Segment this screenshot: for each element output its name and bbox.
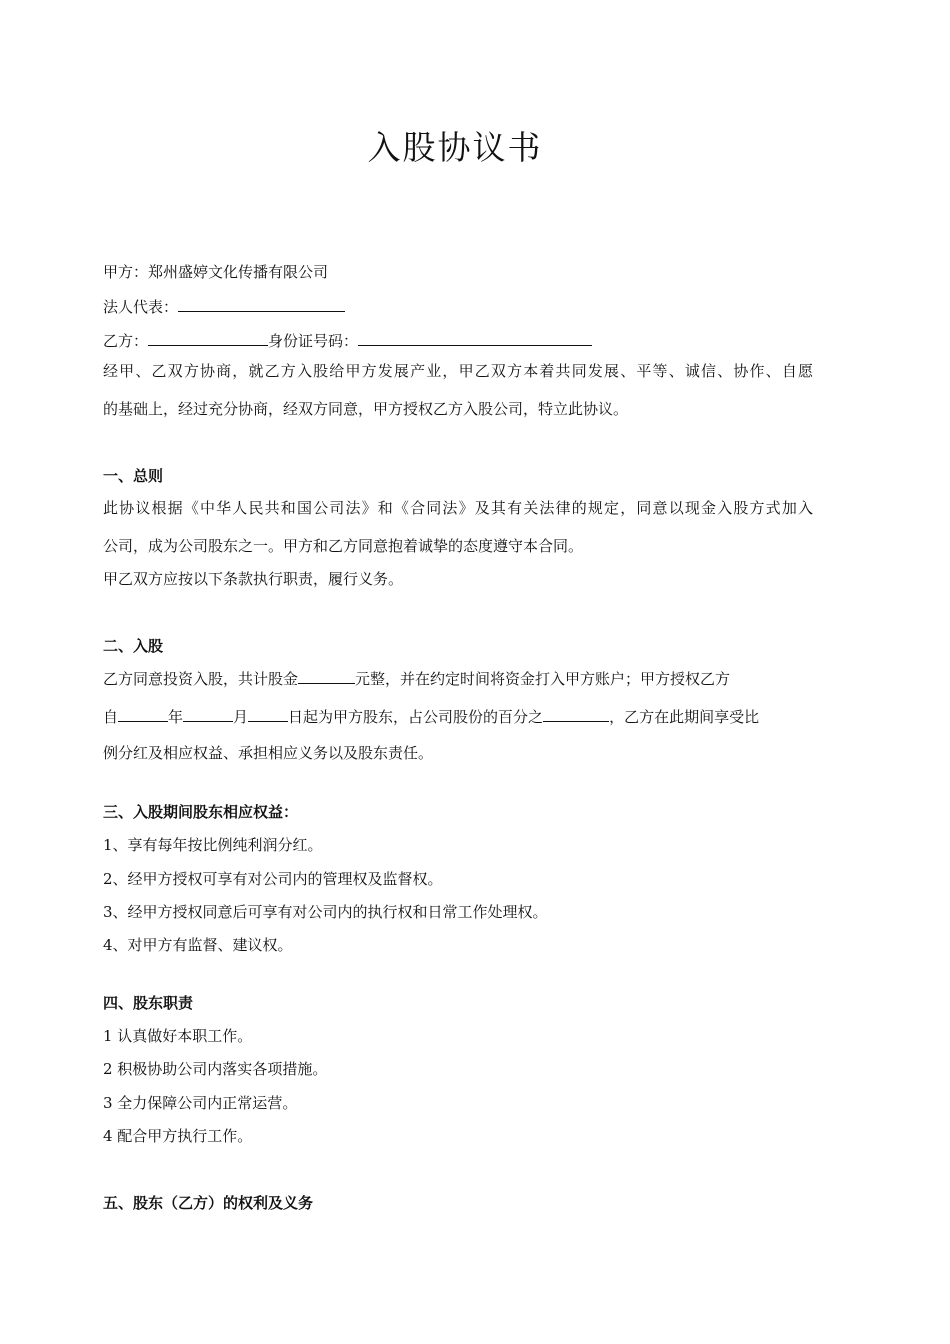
legal-rep-blank <box>178 294 345 312</box>
date-prefix: 自 <box>103 708 119 726</box>
section-1-line-2: 公司，成为公司股东之一。甲方和乙方同意抱着诚挚的态度遵守本合同。 <box>103 537 584 555</box>
party-a-value: 郑州盛婷文化传播有限公司 <box>148 263 329 281</box>
percent-prefix: 日起为甲方股东，占公司股份的百分之 <box>288 708 544 726</box>
section-1-line-1: 此协议根据《中华人民共和国公司法》和《合同法》及其有关法律的规定，同意以现金入股方式加入 <box>103 499 813 517</box>
legal-rep-label: 法人代表： <box>103 298 179 316</box>
section-5-heading: 五、股东（乙方）的权利及义务 <box>103 1194 314 1212</box>
section-4-item-1: 1 认真做好本职工作。 <box>103 1027 253 1045</box>
section-4-heading: 四、股东职责 <box>103 994 194 1012</box>
section-4-item-3: 3 全力保障公司内正常运营。 <box>103 1094 298 1112</box>
section-2-line-3: 例分红及相应权益、承担相应义务以及股东责任。 <box>103 744 434 762</box>
section-2-line-1 <box>103 668 813 690</box>
section-3-item-4: 4、对甲方有监督、建议权。 <box>103 936 293 954</box>
section-3-item-2: 2、经甲方授权可享有对公司内的管理权及监督权。 <box>103 870 443 888</box>
section-3-heading: 三、入股期间股东相应权益： <box>103 803 299 821</box>
legal-rep-line <box>103 294 813 318</box>
section-1-line-3: 甲乙双方应按以下条款执行职责，履行义务。 <box>103 570 404 588</box>
share-amount-blank <box>298 668 355 684</box>
section-3-item-3: 3、经甲方授权同意后可享有对公司内的执行权和日常工作处理权。 <box>103 903 548 921</box>
section-4-item-2: 2 积极协助公司内落实各项措施。 <box>103 1060 328 1078</box>
document-title: 入股协议书 <box>367 128 543 167</box>
intro-line-2: 的基础上，经过充分协商，经双方同意，甲方授权乙方入股公司，特立此协议。 <box>103 400 629 418</box>
section-2-heading: 二、入股 <box>103 637 164 655</box>
month-blank <box>183 706 233 722</box>
party-b-name-blank <box>148 328 268 346</box>
party-a-line <box>103 261 813 283</box>
section-1-heading: 一、总则 <box>103 467 164 485</box>
intro-line-1: 经甲、乙双方协商，就乙方入股给甲方发展产业，甲乙双方本着共同发展、平等、诚信、协作、自愿 <box>103 362 813 380</box>
percent-suffix: ，乙方在此期间享受比 <box>609 708 760 726</box>
section-3-item-1: 1、享有每年按比例纯利润分红。 <box>103 836 323 854</box>
percent-blank <box>543 706 609 722</box>
share-amount-suffix: 元整，并在约定时间将资金打入甲方账户；甲方授权乙方 <box>355 670 731 688</box>
share-amount-prefix: 乙方同意投资入股，共计股金 <box>103 670 299 688</box>
section-2-line-2 <box>103 706 813 728</box>
id-number-blank <box>358 328 592 346</box>
month-label: 月 <box>233 708 249 726</box>
year-label: 年 <box>168 708 184 726</box>
party-a-label: 甲方： <box>103 263 149 281</box>
section-4-item-4: 4 配合甲方执行工作。 <box>103 1127 253 1145</box>
party-b-label: 乙方： <box>103 332 149 350</box>
day-blank <box>248 706 288 722</box>
party-b-line <box>103 328 813 352</box>
id-label: 身份证号码： <box>268 332 359 350</box>
year-blank <box>118 706 168 722</box>
